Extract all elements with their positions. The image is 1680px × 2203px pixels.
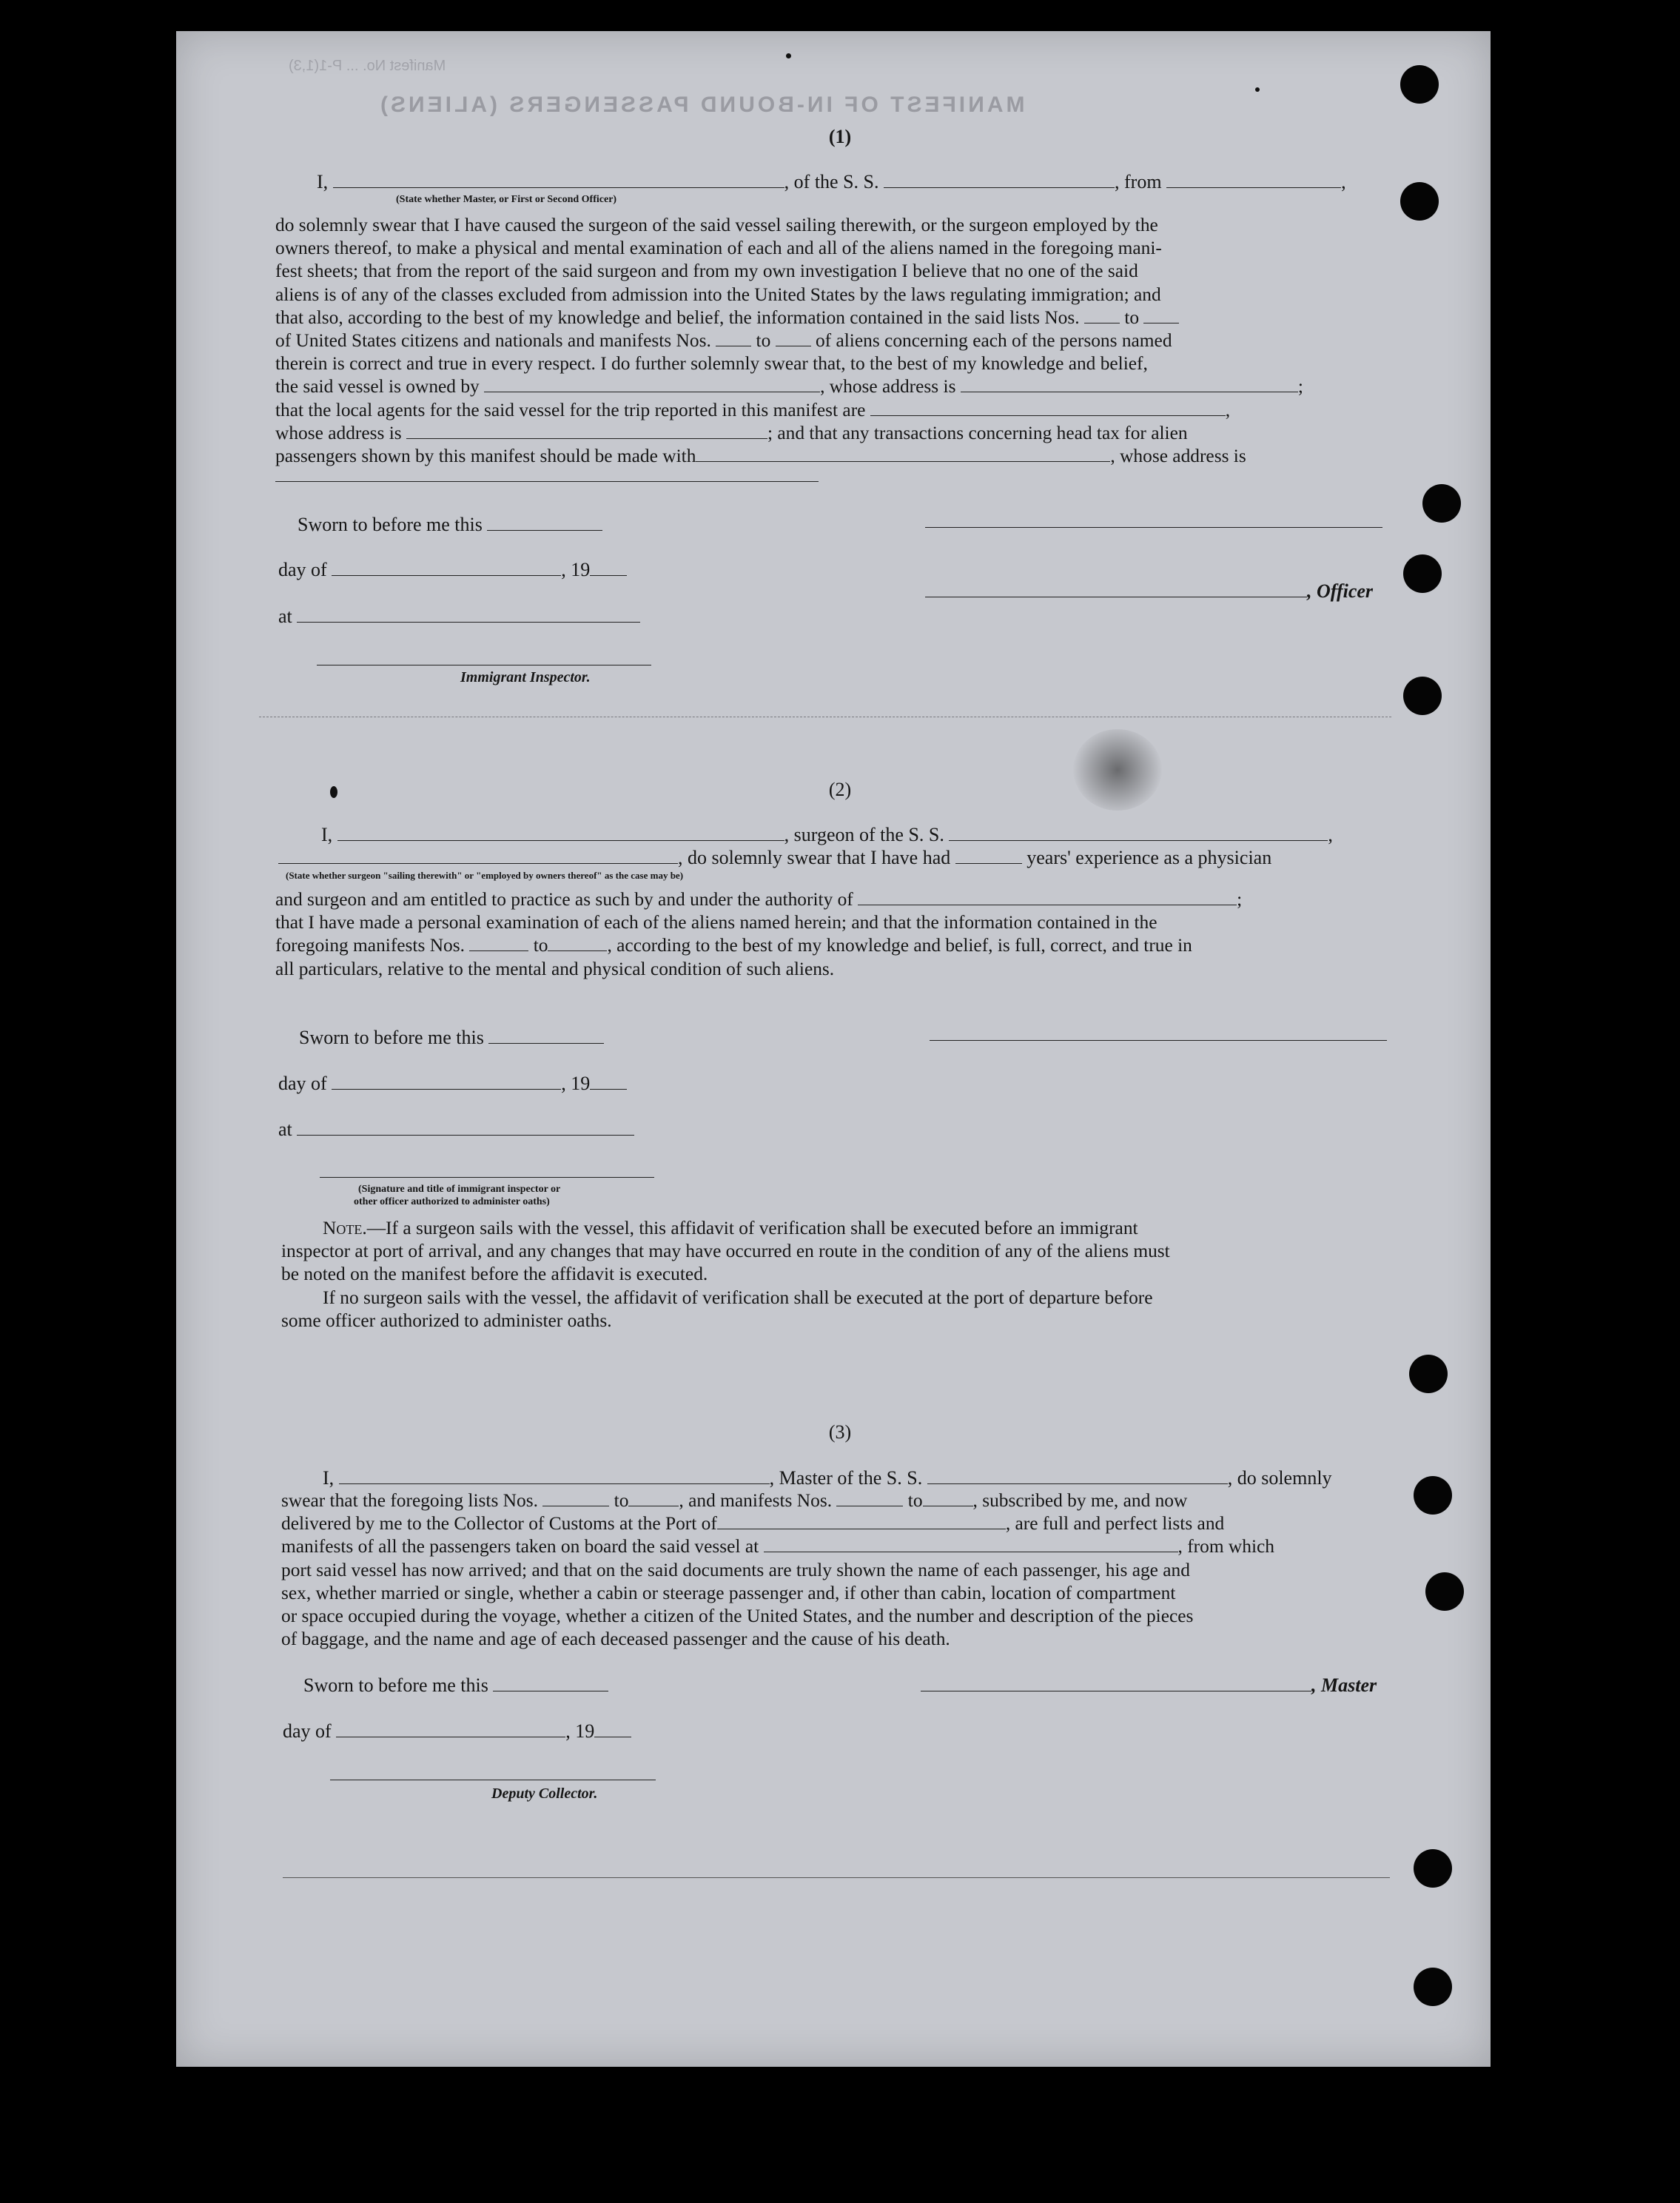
comma: , — [1341, 171, 1346, 192]
text-line: that I have made a personal examination of each of the aliens named herein; and that the information contained in the — [275, 912, 1157, 933]
text-line: therein is correct and true in every respect. I do further solemnly swear that, to the best of my knowledge and belief, — [275, 353, 1148, 375]
oath-paragraph — [275, 214, 1387, 468]
departure-port-blank — [1166, 171, 1341, 188]
vessel-name-blank — [884, 171, 1115, 188]
surgeon-signature-line — [930, 1040, 1387, 1041]
bleed-through-title: MANIFEST OF IN-BOUND PASSENGERS (ALIENS) — [377, 93, 1025, 117]
punch-hole — [1403, 677, 1442, 715]
address-continuation-blank — [275, 481, 819, 482]
day-of-line: day of , 19 — [278, 1073, 627, 1095]
at-line: at — [278, 606, 640, 628]
note-label: Note. — [323, 1218, 367, 1238]
master-label: , Master — [1311, 1674, 1377, 1696]
text-line: be noted on the manifest before the affidavit is executed. — [281, 1264, 708, 1285]
master-name-blank — [339, 1467, 770, 1484]
master-signature-line — [921, 1674, 1311, 1691]
text-line: of baggage, and the name and age of each deceased passenger and the cause of his death. — [281, 1629, 950, 1650]
i-label: I, — [317, 171, 329, 192]
text-line: swear that the foregoing lists Nos. to , and manifests Nos. to , subscribed by me, and now — [281, 1490, 1188, 1511]
section-number: (3) — [828, 1421, 852, 1443]
text-line: delivered by me to the Collector of Customs at the Port of , are full and perfect lists and — [281, 1513, 1225, 1535]
text-line: the said vessel is owned by , whose address is ; — [275, 376, 1303, 398]
master-paragraph — [281, 1489, 1388, 1651]
at-line: at — [278, 1119, 634, 1141]
punch-hole — [1403, 554, 1442, 593]
text-line: fest sheets; that from the report of the said surgeon and from my own investigation I believe that no one of the said — [275, 261, 1138, 282]
manifest-no-blank — [469, 936, 528, 951]
bleed-through-subtitle: Manifest No. ... P-1(1,3) — [289, 58, 446, 74]
vessel-name-blank — [949, 824, 1328, 841]
text-line: that the local agents for the said vessel for the trip reported in this manifest are , — [275, 399, 1231, 420]
punch-hole — [1400, 182, 1439, 221]
signature-note-1: (Signature and title of immigrant inspector or — [358, 1184, 561, 1195]
punch-hole — [1400, 65, 1439, 104]
ink-speck — [786, 53, 791, 58]
officer-name-blank — [333, 171, 784, 188]
punch-hole — [1414, 1849, 1452, 1888]
list-no-blank — [1084, 308, 1120, 323]
state-note: (State whether Master, or First or Second Officer) — [396, 194, 617, 205]
port-blank — [717, 1514, 1006, 1529]
of-ss-label: , of the S. S. — [784, 171, 879, 192]
surgeon-second-line: , do solemnly swear that I have had years' experience as a physician — [278, 847, 1271, 869]
sworn-line: Sworn to before me this — [303, 1674, 608, 1697]
bottom-rule — [283, 1877, 1390, 1878]
text-line: passengers shown by this manifest should be made with , whose address is — [275, 446, 1246, 467]
from-label: , from — [1115, 171, 1162, 192]
inspector-signature-line — [320, 1177, 654, 1178]
list-no-blank — [628, 1491, 679, 1506]
officer-signature-line-2 — [925, 580, 1307, 597]
text-line: Note.—If a surgeon sails with the vessel, this affidavit of verification shall be executed before an immigrant — [323, 1218, 1138, 1238]
day-of-line: day of , 19 — [278, 559, 627, 581]
text-line: inspector at port of arrival, and any changes that may have occurred en route in the condition of any of the aliens must — [281, 1241, 1170, 1262]
section-number: (2) — [828, 779, 852, 800]
punch-hole — [1425, 1572, 1464, 1611]
text-line: that also, according to the best of my knowledge and belief, the information contained in the said lists Nos. to — [275, 306, 1387, 329]
manifest-no-blank — [548, 936, 607, 951]
agents-address-blank — [406, 423, 767, 439]
oath-first-line — [317, 171, 1346, 193]
manifest-no-blank — [836, 1491, 903, 1506]
surgeon-name-blank — [337, 824, 784, 841]
text-line: If no surgeon sails with the vessel, the affidavit of verification shall be executed at the port of departure before — [323, 1287, 1153, 1308]
text-line: of United States citizens and nationals and manifests Nos. to of aliens concerning each of the persons named — [275, 330, 1172, 352]
text-line: and surgeon and am entitled to practice as such by and under the authority of ; — [275, 889, 1243, 910]
text-line: owners thereof, to make a physical and mental examination of each and all of the aliens named in the foregoing mani- — [275, 238, 1162, 259]
manifest-no-blank — [776, 331, 811, 346]
collector-label: Deputy Collector. — [491, 1785, 598, 1802]
surgeon-status-blank — [278, 847, 678, 864]
manifest-no-blank — [923, 1491, 973, 1506]
surgeon-first-line: I, , surgeon of the S. S. , — [321, 824, 1333, 845]
list-no-blank — [542, 1491, 609, 1506]
text-line: foregoing manifests Nos. to , according to the best of my knowledge and belief, is full, correct, and true in — [275, 935, 1192, 956]
text-line: port said vessel has now arrived; and that on the said documents are truly shown the name of each passenger, his age and — [281, 1559, 1190, 1580]
years-blank — [955, 847, 1022, 864]
authority-blank — [858, 890, 1237, 905]
text-line: all particulars, relative to the mental and physical condition of such aliens. — [275, 958, 835, 979]
inspector-label: Immigrant Inspector. — [460, 669, 591, 685]
sworn-line: Sworn to before me this — [298, 514, 602, 536]
master-first-line: I, , Master of the S. S. , do solemnly — [323, 1467, 1332, 1489]
text-line: some officer authorized to administer oaths. — [281, 1310, 612, 1331]
embark-port-blank — [764, 1537, 1178, 1552]
text-line: do solemnly swear that I have caused the surgeon of the said vessel sailing therewith, or the surgeon employed by the — [275, 215, 1158, 235]
text-line: aliens is of any of the classes excluded from admission into the United States by the laws regulating immigration; and — [275, 284, 1161, 305]
officer-signature-line-1 — [925, 527, 1382, 528]
note-paragraph — [281, 1217, 1388, 1332]
owner-address-blank — [961, 377, 1298, 392]
day-of-line: day of , 19 — [283, 1720, 631, 1743]
head-tax-agent-blank — [696, 446, 1110, 462]
owner-blank — [484, 377, 820, 392]
text-line: or space occupied during the voyage, whether a citizen of the United States, and the number and description of the pieces — [281, 1606, 1194, 1627]
punch-hole — [1409, 1355, 1448, 1393]
officer-signature-row — [925, 580, 1373, 603]
punch-hole — [1414, 1476, 1452, 1515]
list-no-blank — [1143, 308, 1179, 323]
ink-speck — [1255, 87, 1260, 92]
officer-label: , Officer — [1307, 580, 1374, 602]
signature-note-2: other officer authorized to administer oaths) — [354, 1196, 550, 1207]
punch-hole — [1422, 484, 1461, 523]
agents-blank — [870, 400, 1226, 416]
sworn-line: Sworn to before me this — [299, 1027, 604, 1049]
master-signature-row — [921, 1674, 1377, 1697]
text-line: sex, whether married or single, whether a cabin or steerage passenger and, if other than cabin, location of compartment — [281, 1582, 1176, 1603]
punch-hole — [1414, 1968, 1452, 2006]
vessel-name-blank — [927, 1467, 1228, 1484]
section-number: (1) — [828, 126, 852, 147]
surgeon-state-note: (State whether surgeon "sailing therewith" or "employed by owners thereof" as the case may be) — [286, 870, 684, 881]
surgeon-paragraph — [275, 888, 1387, 981]
text-line: whose address is ; and that any transactions concerning head tax for alien — [275, 422, 1188, 443]
text-line: manifests of all the passengers taken on board the said vessel at , from which — [281, 1536, 1274, 1557]
manifest-no-blank — [716, 331, 751, 346]
